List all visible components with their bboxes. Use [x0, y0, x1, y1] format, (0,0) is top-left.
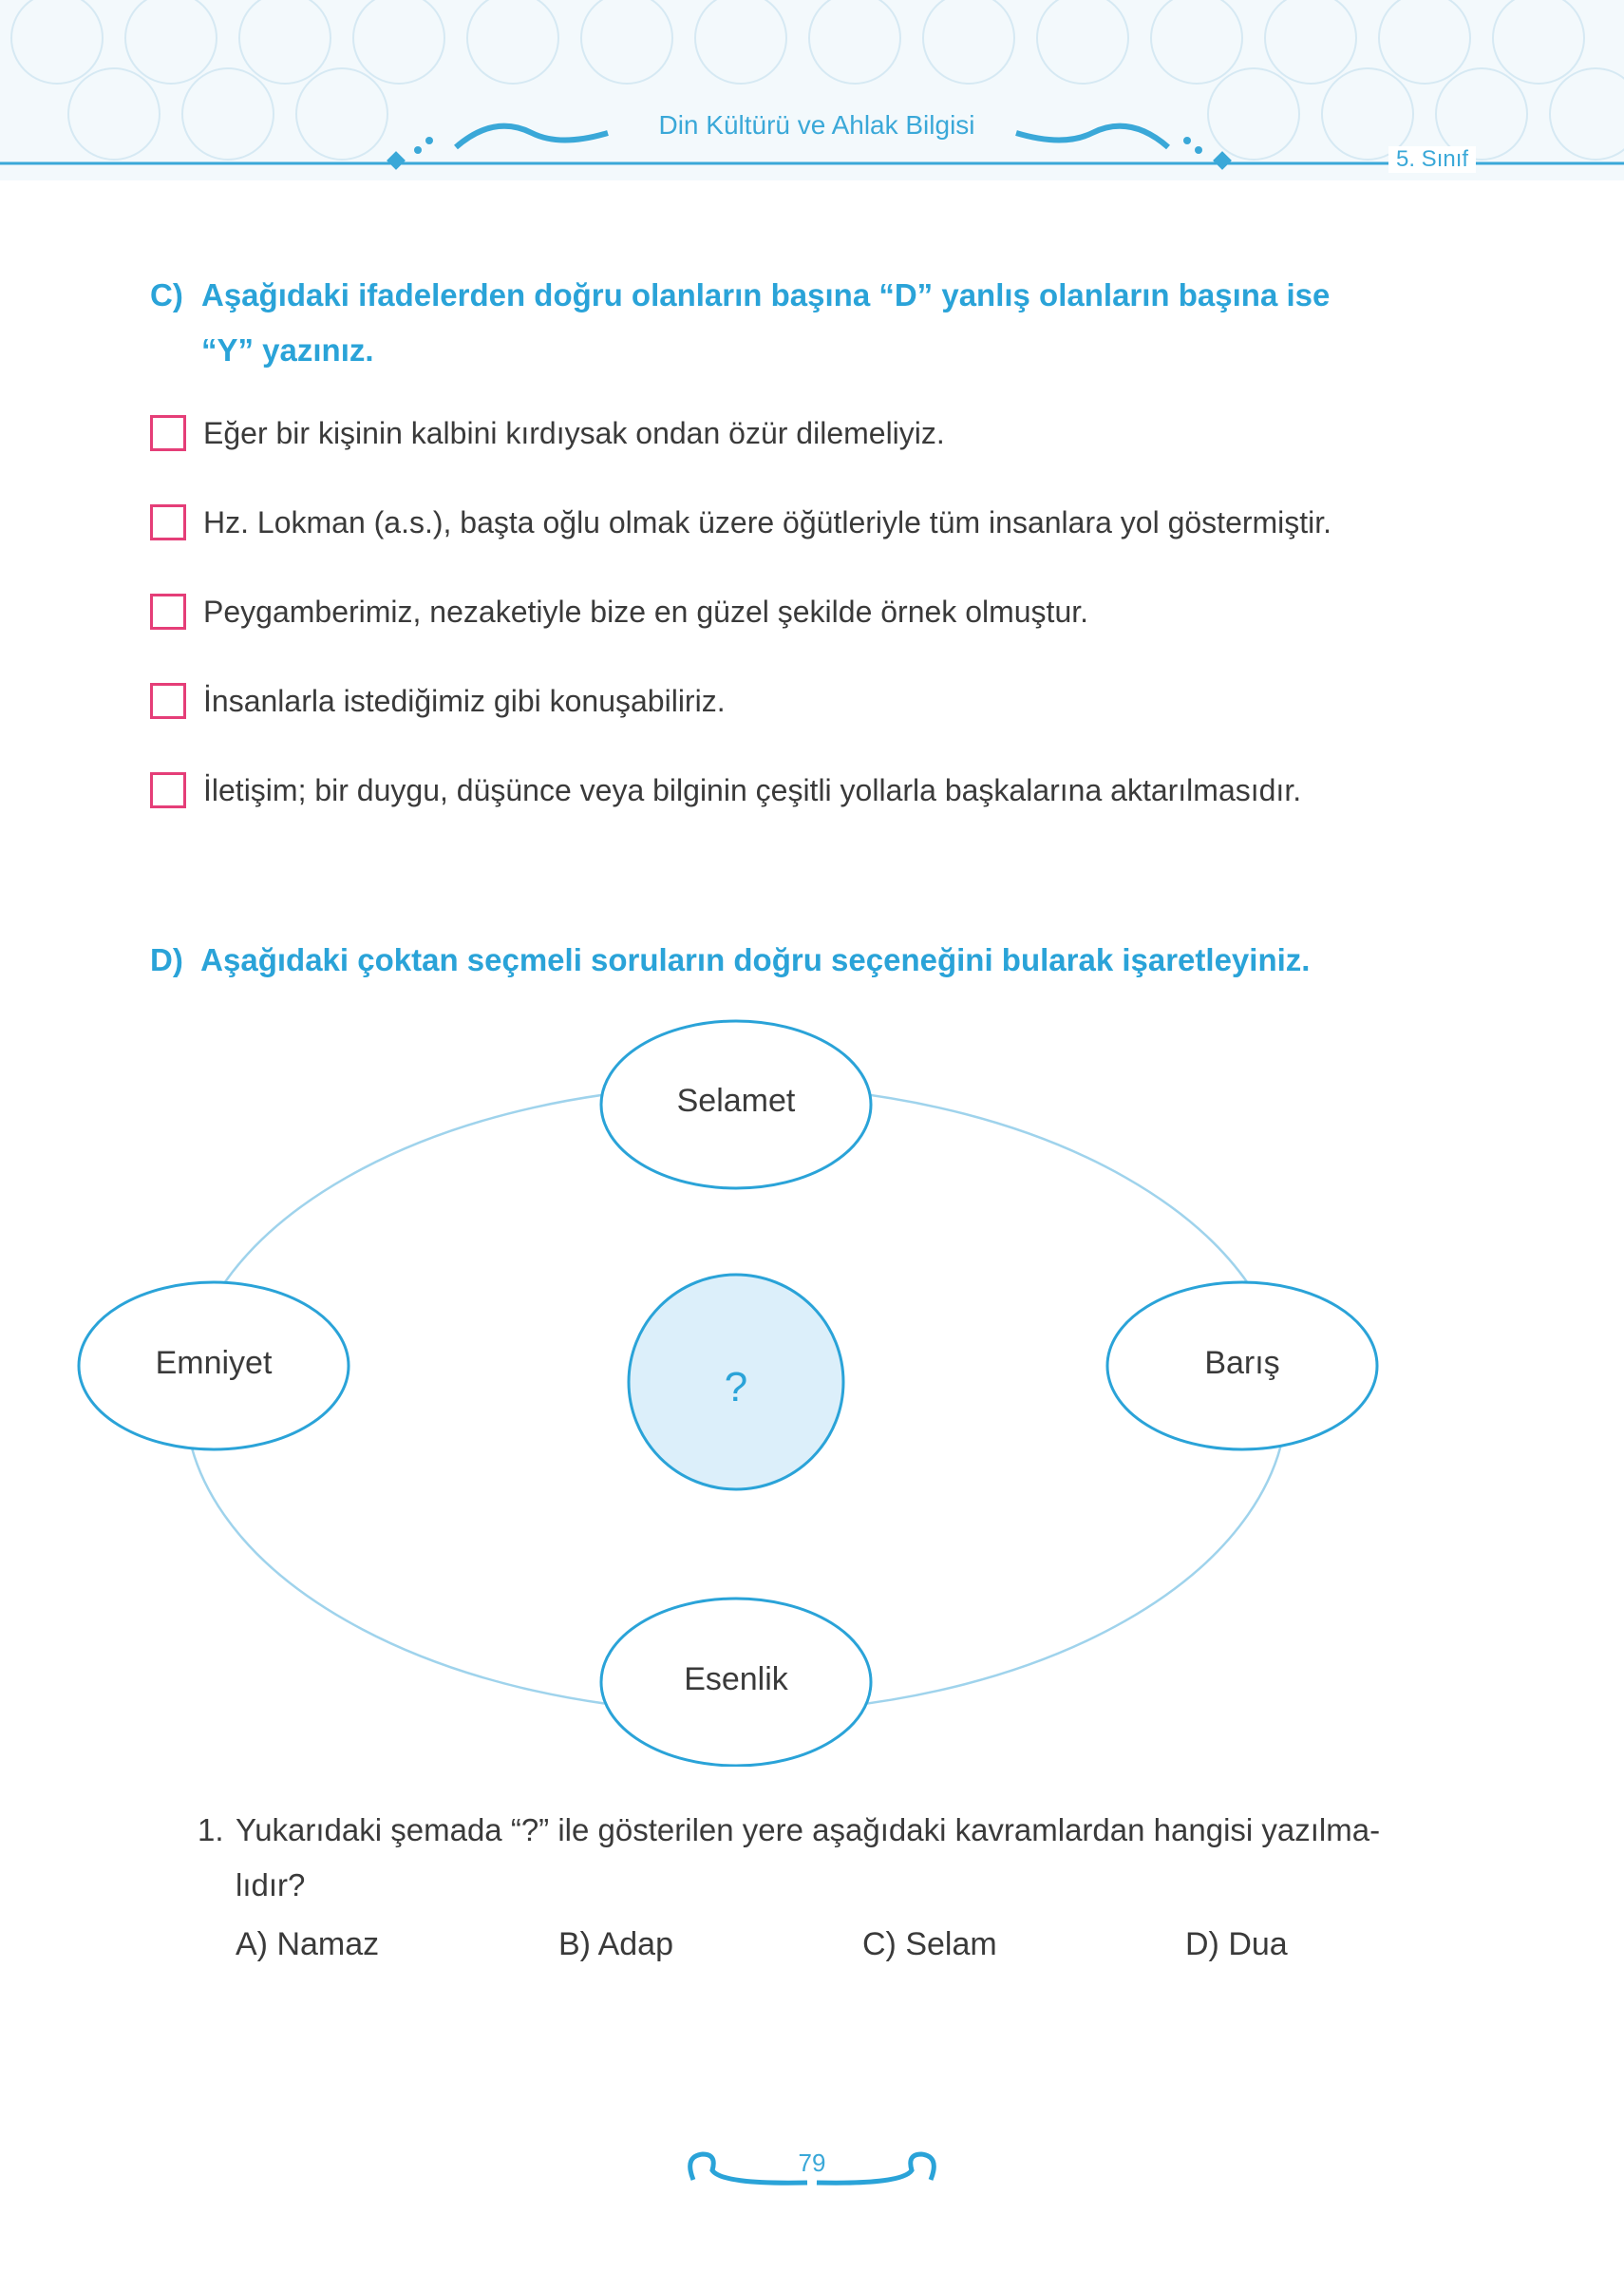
statement-text: İletişim; bir duygu, düşünce veya bilginin çeşitli yollarla başkalarına aktarılmasıdır.	[203, 772, 1302, 807]
statement-row	[150, 502, 1331, 543]
node-bottom-label: Esenlik	[684, 1661, 788, 1697]
answer-checkbox[interactable]	[150, 683, 186, 719]
answer-checkbox[interactable]	[150, 504, 186, 540]
header-band	[0, 0, 1624, 180]
statement-row	[150, 591, 1088, 633]
node-center-label: ?	[724, 1364, 748, 1410]
question-number: 1.	[198, 1812, 224, 1847]
concept-diagram	[0, 1007, 1624, 1767]
answer-checkbox[interactable]	[150, 415, 186, 451]
statement-text: Hz. Lokman (a.s.), başta oğlu olmak üzere öğütleriyle tüm insanlara yol göstermiştir.	[203, 504, 1332, 539]
option-b[interactable]: B) Adap	[558, 1926, 673, 1962]
statement-text: İnsanlarla istediğimiz gibi konuşabiliriz.	[203, 683, 726, 718]
node-left-label: Emniyet	[155, 1345, 273, 1381]
answer-checkbox[interactable]	[150, 594, 186, 630]
section-d-instruction	[150, 933, 1310, 988]
node-top-label: Selamet	[676, 1083, 796, 1119]
option-a[interactable]: A) Namaz	[236, 1926, 380, 1962]
book-title: Din Kültürü ve Ahlak Bilgisi	[658, 110, 975, 140]
section-c-instruction	[150, 268, 1480, 378]
option-d[interactable]: D) Dua	[1185, 1926, 1288, 1962]
statement-text: Eğer bir kişinin kalbini kırdıysak ondan özür dilemeliyiz.	[203, 415, 945, 450]
statement-row	[150, 412, 945, 454]
section-d-letter: D)	[150, 942, 183, 977]
question-text-line1: Yukarıdaki şemada “?” ile gösterilen yere aşağıdaki kavramlardan hangisi yazılma-	[236, 1812, 1381, 1847]
statement-row	[150, 769, 1301, 811]
question-text-line2: lıdır?	[236, 1867, 306, 1902]
section-c-instruction-line2: “Y” yazınız.	[201, 332, 374, 368]
option-c[interactable]: C) Selam	[862, 1926, 997, 1962]
node-right-label: Barış	[1204, 1345, 1280, 1381]
page-footer	[665, 2128, 959, 2204]
answer-checkbox[interactable]	[150, 772, 186, 808]
section-c-instruction-line1: Aşağıdaki ifadelerden doğru olanların başına “D” yanlış olanların başına ise	[201, 277, 1331, 312]
page-number: 79	[798, 2148, 826, 2177]
question-1	[198, 1803, 1489, 1913]
statement-text: Peygamberimiz, nezaketiyle bize en güzel şekilde örnek olmuştur.	[203, 594, 1089, 629]
grade-label: 5. Sınıf	[1388, 146, 1476, 173]
section-d-instruction-text: Aşağıdaki çoktan seçmeli soruların doğru seçeneğini bularak işaretleyiniz.	[200, 942, 1311, 977]
section-c-letter: C)	[150, 277, 183, 312]
statement-row	[150, 680, 726, 722]
ornament-pattern	[0, 0, 1624, 180]
